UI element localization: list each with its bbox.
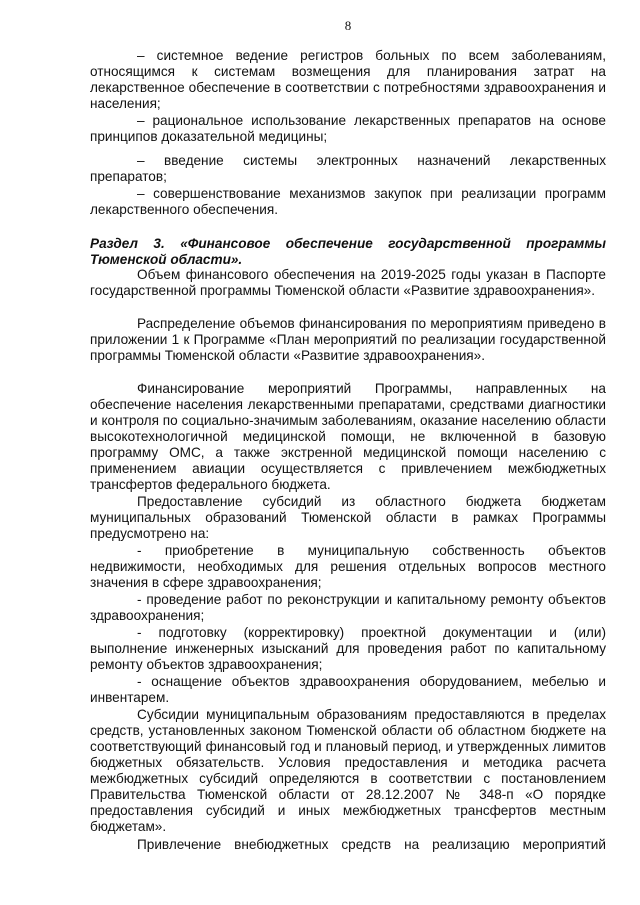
page-number: 8 (344, 18, 352, 33)
bullet-registers: – системное ведение регистров больных по всем заболеваниям, относящимся к системам возмещения для планирования затрат на лекарственное обеспечение в соответствии с потребностями здравоохранения и населения; (90, 48, 606, 111)
subsidy-item-reconstruction: - проведение работ по реконструкции и капитальному ремонту объектов здравоохранения; (90, 592, 606, 623)
bullet-rational-use: – рациональное использование лекарственных препаратов на основе принципов доказательной медицины; (90, 113, 606, 144)
bullet-procurement: – совершенствование механизмов закупок при реализации программ лекарственного обеспечения. (90, 186, 606, 217)
section-heading: Раздел 3. «Финансовое обеспечение государственной программы Тюменской области». (90, 236, 606, 267)
bullet-electronic-prescriptions: – введение системы электронных назначений лекарственных препаратов; (90, 153, 606, 184)
paragraph-funding-volume: Объем финансового обеспечения на 2019-2025 годы указан в Паспорте государственной программы Тюменской области «Развитие здравоохранения». (90, 267, 606, 298)
paragraph-subsidies-intro: Предоставление субсидий из областного бюджета бюджетам муниципальных образований Тюменской области в рамках Программы предусмотрено на: (90, 494, 606, 541)
paragraph-financing: Финансирование мероприятий Программы, направленных на обеспечение населения лекарственными препаратами, средствами диагностики и контроля по социально-значимым заболеваниям, оказание населению области высокотехнологичной медицинской помощи, не включенной в базовую программу ОМС, а также экстренной медицинской помощи населению с применением авиации осуществляется с привлечением межбюджетных трансфертов федерального бюджета. (90, 381, 606, 492)
paragraph-subsidy-conditions: Субсидии муниципальным образованиям предоставляются в пределах средств, установленных законом Тюменской области об областном бюджете на соответствующий финансовый год и плановый период, и утвержденных лимитов бюджетных обязательств. Условия предоставления и методика расчета межбюджетных субсидий определяются в соответствии с постановлением Правительства Тюменской области от 28.12.2007 № 348-п «О порядке предоставления субсидий и иных межбюджетных трансфертов местным бюджетам». (90, 707, 606, 834)
subsidy-item-equipment: - оснащение объектов здравоохранения оборудованием, мебелью и инвентарем. (90, 674, 606, 705)
subsidy-item-acquisition: - приобретение в муниципальную собственность объектов недвижимости, необходимых для решения отдельных вопросов местного значения в сфере здравоохранения; (90, 543, 606, 590)
paragraph-distribution: Распределение объемов финансирования по мероприятиям приведено в приложении 1 к Программе «План мероприятий по реализации государственной программы Тюменской области «Развитие здравоохранения». (90, 316, 606, 363)
paragraph-extrabudgetary: Привлечение внебюджетных средств на реализацию мероприятий (137, 837, 606, 852)
subsidy-item-design: - подготовку (корректировку) проектной документации и (или) выполнение инженерных изысканий для проведения работ по капитальному ремонту объектов здравоохранения; (90, 625, 606, 672)
